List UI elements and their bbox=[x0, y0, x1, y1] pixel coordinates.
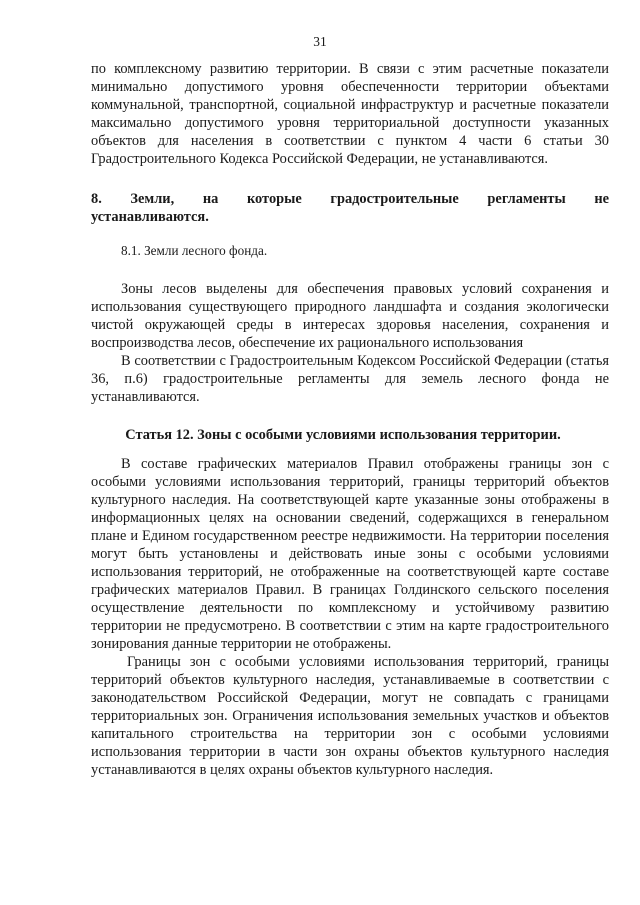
article-12-heading: Статья 12. Зоны с особыми условиями использования территории. bbox=[125, 427, 561, 443]
page-number: 31 bbox=[313, 34, 327, 49]
forest-zones-paragraph: Зоны лесов выделены для обеспечения правовых условий сохранения и использования существующего природного ландшафта и создания экологически чистой окружающей среды в интересах здоровья населения, сохранения и воспроизводства лесов, обеспечение их рационального использования bbox=[91, 281, 609, 351]
subsection-8-1-heading: 8.1. Земли лесного фонда. bbox=[121, 243, 268, 258]
document-body bbox=[91, 60, 609, 779]
intro-paragraph: по комплексному развитию территории. В связи с этим расчетные показатели минимально допустимого уровня обеспеченности территории объектами коммунальной, транспортной, социальной инфраструктур и расчетные показатели максимально допустимого уровня территориальной доступности указанных объектов для населения в соответствии с пунктом 4 части 6 статьи 30 Градостроительного Кодекса Российской Федерации, не устанавливаются. bbox=[91, 61, 609, 167]
section-8-heading: 8. Земли, на которые градостроительные регламенты не устанавливаются. bbox=[91, 191, 609, 225]
article-12-paragraph-1: В составе графических материалов Правил отображены границы зон с особыми условиями использования территорий, границы территорий объектов культурного наследия. На соответствующей карте указанные зоны отображены в информационных целях на основании сведений, содержащихся в генеральном плане и Едином государственном реестре недвижимости. На территории поселения могут быть установлены и действовать иные зоны с особыми условиями использования территорий, не отображенные на соответствующей карте составе графических материалов Правил. В границах Голдинского сельского поселения осуществление деятельности по комплексному и устойчивому развитию территории не предусмотрено. В соответствии с этим на карте градостроительного зонирования данные территории не отображены. bbox=[91, 456, 609, 652]
article-12-paragraph-2: Границы зон с особыми условиями использования территорий, границы территорий объектов культурного наследия, устанавливаемые в соответствии с законодательством Российской Федерации, могут не совпадать с границами территориальных зон. Ограничения использования земельных участков и объектов капитального строительства на территории зон с особыми условиями использования территории в части зон охраны объектов культурного наследия устанавливаются в целях охраны объектов культурного наследия. bbox=[91, 654, 609, 778]
forest-regulations-paragraph: В соответствии с Градостроительным Кодексом Российской Федерации (статья 36, п.6) градостроительные регламенты для земель лесного фонда не устанавливаются. bbox=[91, 353, 609, 405]
